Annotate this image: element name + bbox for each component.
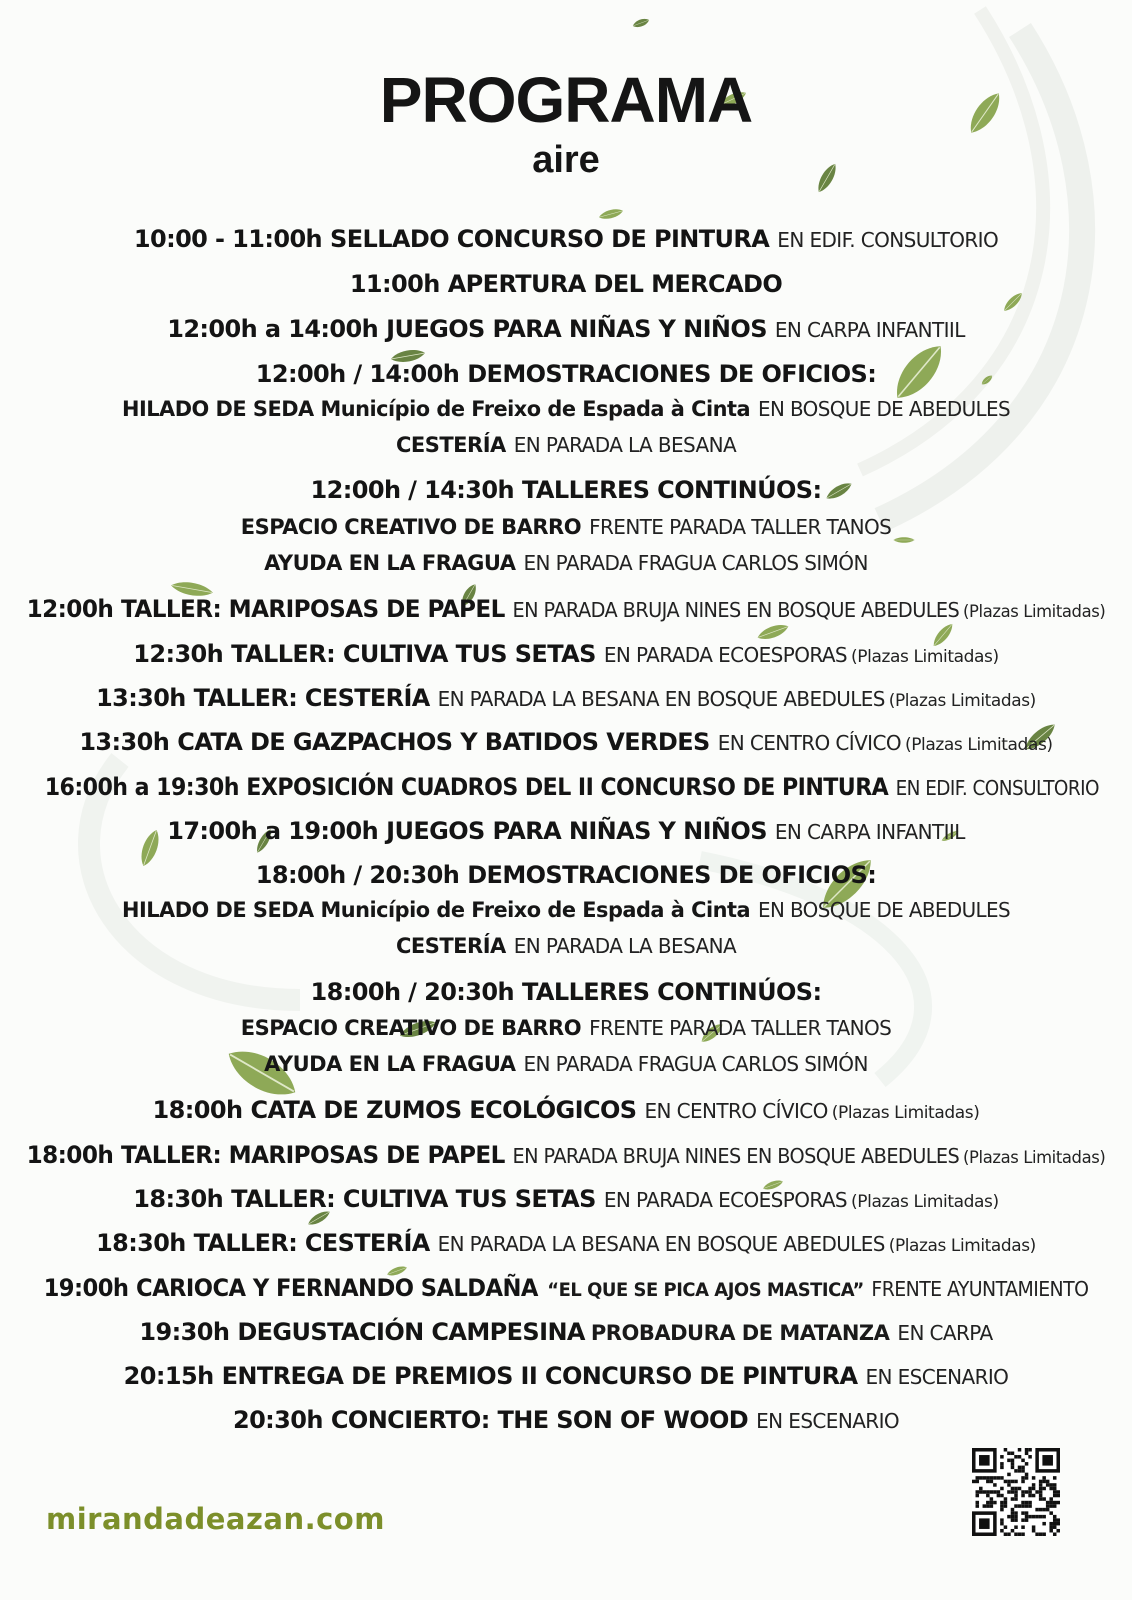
event-time: 13:30h <box>79 728 170 756</box>
event-title: HILADO DE SEDA Município de Freixo de Espada à Cinta <box>122 898 751 922</box>
event-location: FRENTE AYUNTAMIENTO <box>871 1277 1089 1301</box>
event-location: EN CENTRO CÍVICO <box>717 731 901 755</box>
event-time: 19:00h <box>43 1274 129 1302</box>
event-location: EN ESCENARIO <box>865 1365 1009 1389</box>
event-location: EN PARADA LA BESANA EN BOSQUE ABEDULES <box>437 687 885 711</box>
schedule-line <box>0 728 1132 756</box>
qr-code-icon <box>972 1448 1060 1536</box>
event-location: FRENTE PARADA TALLER TANOS <box>589 515 892 539</box>
event-location: EN BOSQUE DE ABEDULES <box>758 397 1010 421</box>
event-location: EN PARADA FRAGUA CARLOS SIMÓN <box>523 1052 868 1076</box>
schedule-line <box>20 1141 1111 1169</box>
event-title: CATA DE GAZPACHOS Y BATIDOS VERDES <box>177 728 710 756</box>
event-title: EXPOSICIÓN CUADROS DEL II CONCURSO DE PINTURA <box>246 773 889 801</box>
event-time: 17:00h a 19:00h <box>167 817 379 845</box>
schedule-line <box>32 1274 1101 1302</box>
event-location: EN BOSQUE DE ABEDULES <box>758 898 1010 922</box>
event-title: TALLER: MARIPOSAS DE PAPEL <box>120 1141 505 1169</box>
schedule-line <box>0 1185 1132 1213</box>
leaf-icon <box>597 205 625 223</box>
event-note: (Plazas Limitadas) <box>831 1103 980 1123</box>
event-extra: PROBADURA DE MATANZA <box>590 1321 890 1345</box>
event-title: SELLADO CONCURSO DE PINTURA <box>330 225 770 253</box>
event-title: AYUDA EN LA FRAGUA <box>264 1052 516 1076</box>
schedule-line <box>0 1318 1132 1346</box>
event-location: EN PARADA LA BESANA <box>513 934 737 958</box>
page-subtitle: aire <box>532 139 600 181</box>
schedule-line <box>0 861 1132 889</box>
event-note: (Plazas Limitadas) <box>888 691 1036 711</box>
event-note: (Plazas Limitadas) <box>851 1192 999 1212</box>
schedule-line <box>0 515 1132 539</box>
event-title: DEMOSTRACIONES DE OFICIOS: <box>467 360 877 388</box>
event-time: 11:00h <box>349 270 440 298</box>
schedule-line <box>2 1229 1129 1257</box>
event-time: 12:30h <box>133 640 224 668</box>
schedule-line <box>2 684 1129 712</box>
event-title: CESTERÍA <box>395 433 506 457</box>
event-title: CARIOCA Y FERNANDO SALDAÑA <box>136 1274 538 1302</box>
event-title: TALLERES CONTINÚOS: <box>522 978 822 1006</box>
event-title: JUEGOS PARA NIÑAS Y NIÑOS <box>386 817 767 845</box>
schedule-line <box>0 1052 1132 1076</box>
event-time: 12:00h / 14:00h <box>255 360 460 388</box>
website-url[interactable]: mirandadeazan.com <box>46 1502 385 1536</box>
event-location: EN EDIF. CONSULTORIO <box>777 228 999 252</box>
schedule-line <box>0 433 1132 457</box>
event-time: 18:00h <box>152 1096 243 1124</box>
event-time: 12:00h <box>26 595 114 623</box>
event-location: EN PARADA BRUJA NINES EN BOSQUE ABEDULES <box>512 598 960 622</box>
event-title: JUEGOS PARA NIÑAS Y NIÑOS <box>386 315 767 343</box>
schedule-line <box>0 640 1132 668</box>
event-title: HILADO DE SEDA Município de Freixo de Espada à Cinta <box>122 397 751 421</box>
event-note: (Plazas Limitadas) <box>963 602 1106 622</box>
event-title: TALLER: CESTERÍA <box>193 684 430 712</box>
event-location: EN ESCENARIO <box>756 1409 900 1433</box>
event-time: 16:00h a 19:30h <box>44 773 239 801</box>
event-title: ENTREGA DE PREMIOS II CONCURSO DE PINTURA <box>221 1362 858 1390</box>
event-time: 12:00h a 14:00h <box>167 315 379 343</box>
event-time: 20:15h <box>123 1362 214 1390</box>
event-location: EN CARPA INFANTIIL <box>774 318 965 342</box>
schedule-line <box>0 1096 1132 1124</box>
event-title: DEGUSTACIÓN CAMPESINA <box>237 1318 585 1346</box>
event-title: TALLER: MARIPOSAS DE PAPEL <box>120 595 505 623</box>
event-note: (Plazas Limitadas) <box>963 1148 1106 1168</box>
schedule-line <box>20 595 1111 623</box>
event-location: EN CENTRO CÍVICO <box>644 1099 828 1123</box>
schedule-line <box>0 817 1132 845</box>
event-title: CESTERÍA <box>395 934 506 958</box>
event-title: CONCIERTO: THE SON OF WOOD <box>330 1406 749 1434</box>
schedule-line <box>0 360 1132 388</box>
event-time: 18:00h / 20:30h <box>255 861 460 889</box>
event-note: (Plazas Limitadas) <box>851 647 999 667</box>
event-location: EN EDIF. CONSULTORIO <box>895 776 1099 800</box>
event-location: EN CARPA INFANTIIL <box>774 820 965 844</box>
event-time: 18:30h <box>96 1229 186 1257</box>
schedule-line <box>0 1406 1132 1434</box>
event-title: TALLER: CULTIVA TUS SETAS <box>231 1185 596 1213</box>
event-location: EN PARADA ECOESPORAS <box>603 1188 848 1212</box>
event-location: EN PARADA LA BESANA EN BOSQUE ABEDULES <box>437 1232 885 1256</box>
event-location: EN PARADA BRUJA NINES EN BOSQUE ABEDULES <box>512 1144 960 1168</box>
event-note: (Plazas Limitadas) <box>904 735 1053 755</box>
event-time: 18:30h <box>133 1185 224 1213</box>
schedule-line <box>44 773 1099 801</box>
event-title: CATA DE ZUMOS ECOLÓGICOS <box>250 1096 637 1124</box>
event-title: TALLER: CULTIVA TUS SETAS <box>231 640 596 668</box>
event-time: 19:30h <box>139 1318 230 1346</box>
event-location: EN PARADA FRAGUA CARLOS SIMÓN <box>523 551 868 575</box>
event-location: EN CARPA <box>897 1321 993 1345</box>
schedule-line <box>0 225 1132 253</box>
event-note: (Plazas Limitadas) <box>888 1236 1036 1256</box>
schedule-line <box>3 397 1128 421</box>
schedule-line <box>0 1362 1132 1390</box>
schedule-line <box>3 898 1128 922</box>
schedule-line <box>0 1016 1132 1040</box>
event-title: DEMOSTRACIONES DE OFICIOS: <box>467 861 877 889</box>
event-time: 18:00h <box>26 1141 114 1169</box>
event-time: 13:30h <box>96 684 186 712</box>
event-location: EN PARADA LA BESANA <box>513 433 737 457</box>
event-location: FRENTE PARADA TALLER TANOS <box>589 1016 892 1040</box>
schedule-line <box>0 270 1132 298</box>
schedule-line <box>0 476 1132 504</box>
event-quote: “EL QUE SE PICA AJOS MASTICA” <box>547 1279 864 1301</box>
event-time: 10:00 - 11:00h <box>133 225 323 253</box>
event-title: AYUDA EN LA FRAGUA <box>264 551 516 575</box>
schedule-line <box>0 551 1132 575</box>
leaf-icon <box>631 15 651 31</box>
event-location: EN PARADA ECOESPORAS <box>603 643 848 667</box>
schedule-line <box>0 978 1132 1006</box>
page-title: PROGRAMA <box>379 64 753 136</box>
event-time: 18:00h / 20:30h <box>310 978 514 1006</box>
schedule-line <box>0 315 1132 343</box>
event-title: ESPACIO CREATIVO DE BARRO <box>240 1016 582 1040</box>
event-title: ESPACIO CREATIVO DE BARRO <box>240 515 582 539</box>
schedule-line <box>0 934 1132 958</box>
event-time: 12:00h / 14:30h <box>310 476 514 504</box>
event-time: 20:30h <box>232 1406 323 1434</box>
event-title: TALLER: CESTERÍA <box>193 1229 430 1257</box>
event-title: TALLERES CONTINÚOS: <box>522 476 822 504</box>
event-title: APERTURA DEL MERCADO <box>447 270 783 298</box>
